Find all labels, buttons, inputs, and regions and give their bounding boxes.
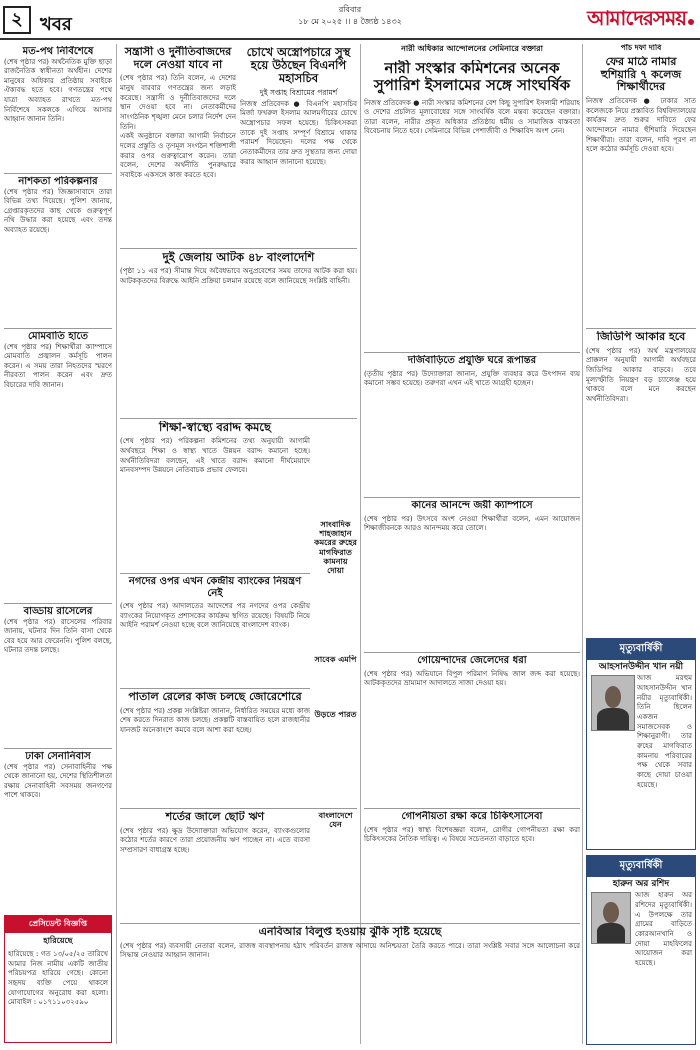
article-nashkota (4, 176, 112, 326)
article-body: (শেষ পৃষ্ঠার পর) প্রকল্প সংশ্লিষ্টরা জানান, নির্ধারিত সময়ের মধ্যে কাজ শেষ করতে দিনরাত কাজ চলছে। প্রকল্পটি বাস্তবায়িত হলে রাজধানীর যানজট অনেকাংশে কমবে বলে আশা করা হচ্ছে। (120, 706, 310, 734)
article-bnp-health (240, 46, 357, 246)
article-body: নিজস্ব প্রতিবেদক ● ঢাকার সাত কলেজকে নিয়ে প্রস্তাবিত বিশ্ববিদ্যালয়ের কার্যক্রম দ্রুত শুরুর দাবিতে ফের আন্দোলনে নামার হুঁশিয়ারি দিয়েছেন শিক্ষার্থীরা। তারা বলেন, দাবি পূরণ না হলে কঠোর কর্মসূচি দেওয়া হবে। (586, 96, 696, 154)
article-udte-parto (314, 710, 357, 810)
headline: বাড্ডায় রাসেলের (23, 606, 93, 617)
page-header (0, 0, 700, 40)
obituary-box (586, 855, 696, 1045)
article-body: (শেষ পৃষ্ঠার পর) অর্থ মন্ত্রণালয়ের প্রাক্কলন অনুযায়ী আগামী অর্থবছরে জিডিপির আকার বাড়বে। তবে মূল্যস্ফীতি নিয়ন্ত্রণ বড় চ্যালেঞ্জ হয়ে থাকবে বলে মনে করছেন অর্থনীতিবিদরা। (586, 346, 696, 403)
headline: গোয়েন্দাদের জেলেদের ধরা (417, 655, 527, 666)
article-goponiyota (364, 811, 580, 921)
kicker (586, 44, 696, 56)
divider (120, 923, 580, 924)
divider (120, 808, 357, 809)
article-dui-jela (120, 251, 357, 416)
obituary-label: মৃত্যুবার্ষিকী (587, 856, 695, 877)
headline: জিডিপি আকার হবে (596, 331, 686, 343)
article-patal-rail (120, 691, 310, 806)
page-number: ২ (3, 6, 31, 34)
article-nari-sanskar (364, 60, 580, 350)
headline: গোপনীয়তা রক্ষা করে চিকিৎসাসেবা (401, 811, 543, 822)
divider (120, 248, 357, 249)
headline: কানের আনন্দে জয়ী ক্যাম্পাসে (411, 500, 533, 511)
article-body: নিজস্ব প্রতিবেদক ● বিএনপি মহাসচিব মির্জা ফখরুল ইসলাম আলমগীরের চোখে অস্ত্রোপচার সফল হয়েছে। চিকিৎসকরা তাকে দুই সপ্তাহ সম্পূর্ণ বিশ্রামে থাকার পরামর্শ দিয়েছেন। দলের পক্ষ থেকে নেতাকর্মীদের তার দ্রুত সুস্থতার জন্য দোয়া করার আহ্বান জানানো হয়েছে। (240, 99, 357, 166)
headline: ঢাকা সেনানিবাস (25, 751, 91, 762)
obituary-name: আহসানউদ্দীন খান নয়ী (598, 662, 684, 672)
kicker-text: নারী অধিকার আন্দোলনের সেমিনারে বক্তারা (401, 44, 543, 53)
article-badda (4, 606, 112, 746)
divider (4, 748, 112, 749)
article-body: (শেষ পৃষ্ঠার পর) ব্যবসায়ী নেতারা বলেন, রাজস্ব ব্যবস্থাপনায় হঠাৎ পরিবর্তন রাজস্ব আদায়ে অনিশ্চয়তা তৈরি করতে পারে। তারা সংশ্লিষ্ট সবার সঙ্গে আলোচনা করে সিদ্ধান্ত নেওয়ার আহ্বান জানান। (120, 941, 580, 960)
date-line (230, 4, 470, 28)
article-body: (তৃতীয় পৃষ্ঠার পর) উদ্যোক্তারা জানান, প্রযুক্তি ব্যবহার করে উৎপাদন ব্যয় কমানো সম্ভব হয়েছে। তরুণরা এখন এই খাতে আগ্রহী হচ্ছেন। (364, 369, 580, 388)
column-rule (360, 44, 361, 1044)
divider (120, 573, 310, 574)
article-goyenda (364, 655, 580, 805)
article-bangladeshe-jeno (314, 811, 357, 921)
portrait-photo (591, 675, 635, 731)
masthead-logo (582, 4, 694, 32)
divider (364, 497, 580, 498)
headline: সন্ত্রাসী ও দুর্নীতিবাজদের দলে নেওয়া যাবে না (124, 46, 232, 71)
headline: চোখে অস্ত্রোপচারে সুস্থ হয়ে উঠছেন বিএনপি মহাসচিব (246, 46, 351, 86)
article-body: (শেষ পৃষ্ঠার পর) অর্থনৈতিক মুক্তি ছাড়া রাজনৈতিক স্বাধীনতা অর্থহীন। দেশের মানুষের অধিকার প্রতিষ্ঠায় সবাইকে ঐক্যবদ্ধ হতে হবে। গণতন্ত্রের পথে যাত্রা অব্যাহত রাখতে মত-পথ নির্বিশেষে সকলকে এগিয়ে আসার আহ্বান জানান তিনি। (4, 57, 112, 124)
headline: সাংবাদিক শাহজাহান কমরের রুহের মাগফিরাত কামনায় দোয়া (314, 520, 357, 575)
obituary-box (586, 638, 696, 850)
date-day: রবিবার (338, 5, 362, 14)
column-rule (116, 44, 117, 1044)
headline: উড়তে পারত (314, 710, 357, 719)
portrait-photo (591, 892, 631, 944)
date-full: ১৮ মে ২০২৫ ।। ৪ জ্যৈষ্ঠ ১৪৩২ (298, 17, 402, 26)
divider (364, 808, 580, 809)
article-body: (শেষ পৃষ্ঠার পর) তিনি বলেন, এ দেশের মানুষ বারবার গণতন্ত্রের জন্য লড়াই করেছে। সন্ত্রাসী ও দুর্নীতিবাজদের দলে স্থান দেওয়া হবে না। নেতাকর্মীদের সাংগঠনিক শৃঙ্খলা মেনে চলার নির্দেশ দেন তিনি। (120, 74, 236, 131)
article-body: (শেষ পৃষ্ঠার পর) জিজ্ঞাসাবাদে তারা বিভিন্ন তথ্য দিয়েছে। পুলিশ জানায়, গ্রেপ্তারকৃতদের কাছ থেকে গুরুত্বপূর্ণ নথি উদ্ধার করা হয়েছে এবং তদন্ত অব্যাহত রয়েছে। (4, 187, 112, 235)
divider (120, 688, 310, 689)
article-body: (শেষ পৃষ্ঠার পর) ক্ষুদ্র উদ্যোক্তারা অভিযোগ করেন, ব্যাংকগুলোর কঠোর শর্তের কারণে তারা প্রয়োজনীয় ঋণ পাচ্ছেন না। এতে ব্যবসা সম্প্রসারণ বাধাগ্রস্ত হচ্ছে। (120, 826, 310, 854)
article-7-college (586, 56, 696, 326)
logo-dot-icon (688, 19, 694, 25)
headline: এনবিআর বিলুপ্ত হওয়ায় ঝুঁকি সৃষ্টি হয়েছে (258, 926, 442, 938)
divider (586, 328, 696, 329)
article-dorjibari (364, 355, 580, 495)
article-body: (শেষ পৃষ্ঠার পর) সেনাবাহিনীর পক্ষ থেকে জানানো হয়, দেশের স্থিতিশীলতা রক্ষায় সেনাবাহিনী সবসময় জনগণের পাশে থাকবে। (4, 762, 112, 800)
headline: দুই জেলায় আটক ৪৮ বাংলাদেশি (162, 251, 315, 264)
headline: মোমবাতি হাতে (27, 331, 89, 342)
headline: নাশকতা পরিকল্পনার (18, 176, 98, 187)
column-rule (582, 44, 583, 1044)
article-kaner-anonde (364, 500, 580, 650)
kicker (364, 44, 580, 58)
divider (4, 328, 112, 329)
article-body: (শেষ পৃষ্ঠার পর) শিক্ষার্থীরা ক্যাম্পাসে মোমবাতি প্রজ্বালন কর্মসূচি পালন করেন। এ সময় তারা নিহতদের স্মরণে নীরবতা পালন করেন এবং দ্রুত বিচারের দাবি জানান। (4, 342, 112, 390)
article-shiksha (120, 421, 310, 571)
headline: মত-পথ নির্বিশেষে (22, 46, 94, 57)
headline: বাংলাদেশে যেন (318, 811, 353, 830)
ad-body: হারিয়েছে : গত ১৩/০৫/২৫ তারিখে আমার নিজ নামীয় একটি জাতীয় পরিচয়পত্র হারিয়ে গেছে। কোনো সহৃদয় ব্যক্তি পেয়ে থাকলে যোগাযোগের অনুরোধ করা হলো। মোবাইল : ০১৭১১০৩২৫৯০ (8, 950, 108, 1007)
ad-title: প্রেসিডেন্ট বিজ্ঞপ্তি (5, 916, 111, 933)
headline: শর্তের জালে ছোট ঋণ (165, 811, 265, 823)
headline: নারী সংস্কার কমিশনের অনেক সুপারিশ ইসলামের সঙ্গে সাংঘর্ষিক (373, 60, 571, 95)
article-body: (পৃষ্ঠা ১১ এর পর) সীমান্ত দিয়ে অবৈধভাবে অনুপ্রবেশের সময় তাদের আটক করা হয়। আটককৃতদের বিরুদ্ধে আইনি প্রক্রিয়া চলমান রয়েছে বলে জানিয়েছে সংশ্লিষ্ট বাহিনী। (120, 267, 357, 285)
article-nbr (120, 926, 580, 1044)
headline: পাতাল রেলের কাজ চলছে জোরেশোরে (128, 691, 302, 703)
divider (364, 352, 580, 353)
divider (4, 603, 112, 604)
article-gdp (586, 331, 696, 631)
article-body: (শেষ পৃষ্ঠার পর) রাসেলের পরিবার জানায়, ঘটনার দিন তিনি বাসা থেকে বের হয়ে আর ফেরেননি। পুলিশ বলছে, ঘটনার তদন্ত চলছে। (4, 617, 112, 655)
article-body: নিজস্ব প্রতিবেদক ● নারী সংস্কার কমিশনের বেশ কিছু সুপারিশ ইসলামী শরিয়াহ ও দেশের প্রচলিত মূল্যবোধের সঙ্গে সাংঘর্ষিক বলে মন্তব্য করেছেন বক্তারা। তারা বলেন, নারীর প্রকৃত অধিকার প্রতিষ্ঠায় ধর্মীয় ও সামাজিক বাস্তবতা বিবেচনায় নিতে হবে। সেমিনারে বিভিন্ন পেশাজীবী ও শিক্ষাবিদ অংশ নেন। (364, 98, 580, 136)
article-body: (শেষ পৃষ্ঠার পর) উৎসবে অংশ নেওয়া শিক্ষার্থীরা বলেন, এমন আয়োজন শিক্ষাজীবনকে আরও আনন্দময় করে তোলে। (364, 514, 580, 533)
ad-subtitle: হারিয়েছে (43, 936, 73, 945)
headline: নগদের ওপর এখন কেন্দ্রীয় ব্যাংকের নিয়ন্ত্রণ নেই (128, 576, 302, 599)
article-sangbadik (314, 520, 357, 650)
headline: দর্জিবাড়িতে প্রযুক্তি ঘরে রূপান্তর (407, 355, 537, 366)
article-mot-poth (4, 46, 112, 171)
article-body: (শেষ পৃষ্ঠার পর) স্বাস্থ্য বিশেষজ্ঞরা বলেন, রোগীর গোপনীয়তা রক্ষা করা চিকিৎসকের নৈতিক দায়িত্ব। এ বিষয়ে সচেতনতা বাড়াতে হবে। (364, 825, 580, 844)
article-sabek-mp (314, 655, 357, 705)
article-cantonment (4, 751, 112, 901)
headline: ফের মাঠে নামার হুশিয়ারি ৭ কলেজ শিক্ষার্থীদের (600, 56, 682, 94)
article-nogod (120, 576, 310, 686)
article-shorte-rin (120, 811, 310, 921)
kicker-text: পাঁচ দফা দাবি (620, 44, 662, 52)
lead-article (120, 46, 236, 246)
divider (364, 652, 580, 653)
article-mombati (4, 331, 112, 601)
headline: সাবেক এমপি (314, 655, 357, 664)
obituary-name: হারুন অর রশিদ (612, 879, 670, 889)
divider (120, 418, 357, 419)
obituary-body: আজ মরহুম আহসানউদ্দীন খান নয়ীর মৃত্যুবার্ষিকী। তিনি ছিলেন একজন সমাজসেবক ও শিক্ষানুরাগী। তার রুহের মাগফিরাত কামনায় পরিবারের পক্ষ থেকে সবার কাছে দোয়া চাওয়া হয়েছে। (637, 674, 692, 789)
headline: শিক্ষা-স্বাস্থ্যে বরাদ্দ কমছে (158, 421, 272, 434)
article-body: (শেষ পৃষ্ঠার পর) অভিযানে বিপুল পরিমাণ নিষিদ্ধ জাল জব্দ করা হয়েছে। আটককৃতদের ভ্রাম্যমাণ আদালতে সাজা দেওয়া হয়। (364, 669, 580, 688)
obituary-label: মৃত্যুবার্ষিকী (587, 639, 695, 660)
classified-ad (4, 915, 112, 1043)
logo-text: আমাদেরসময় (587, 6, 686, 30)
obituary-body: আজ হারুন অর রশিদের মৃত্যুবার্ষিকী। এ উপলক্ষে তার গ্রামের বাড়িতে কোরআনখানি ও দোয়া মাহফিলের আয়োজন করা হয়েছে। (635, 891, 692, 967)
article-body: একই অনুষ্ঠানে বক্তারা আগামী নির্বাচনে দলের প্রস্তুতি ও তৃণমূল সংগঠন শক্তিশালী করার ওপর গুরুত্বারোপ করেন। তারা বলেন, দেশের অর্থনীতি পুনরুদ্ধারে সবাইকে একসঙ্গে কাজ করতে হবে। (120, 132, 236, 179)
article-body: (শেষ পৃষ্ঠার পর) পরিকল্পনা কমিশনের তথ্য অনুযায়ী আগামী অর্থবছরে শিক্ষা ও স্বাস্থ্য খাতে উন্নয়ন বরাদ্দ কমানো হচ্ছে। অর্থনীতিবিদরা বলছেন, এই খাতে বরাদ্দ কমানো দীর্ঘমেয়াদে মানবসম্পদ উন্নয়নে নেতিবাচক প্রভাব ফেলবে। (120, 437, 310, 475)
divider (4, 173, 112, 174)
section-title: খবর (40, 14, 72, 35)
subheadline: দুই সপ্তাহ বিশ্রামের পরামর্শ (259, 87, 338, 97)
article-body: (শেষ পৃষ্ঠার পর) আদালতের আদেশের পর নগদের ওপর কেন্দ্রীয় ব্যাংকের নিয়োগকৃত প্রশাসকের কার্যক্রম স্থগিত রয়েছে। বিষয়টি নিয়ে আইনি পরামর্শ নেওয়া হচ্ছে বলে জানিয়েছে বাংলাদেশ ব্যাংক। (120, 602, 310, 630)
